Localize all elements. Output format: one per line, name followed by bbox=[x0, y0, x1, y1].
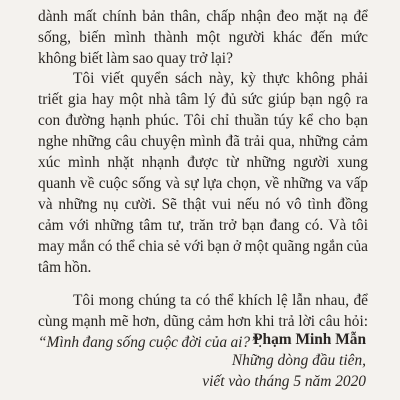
signature-line-2: viết vào tháng 5 năm 2020 bbox=[202, 373, 366, 390]
author-name: Phạm Minh Mẫn bbox=[253, 331, 366, 348]
paragraph-3-quote: “Mình đang sống cuộc đời của ai?”. bbox=[38, 334, 263, 352]
paragraph-2: Tôi viết quyển sách này, kỳ thực không phải triết gia hay một nhà tâm lý đủ sức giúp bạn ngộ ra con đường hạnh phúc. Tôi chỉ thuần túy kể cho bạn nghe những câu chuyện mình đã trải qua, những cảm xúc mình nhặt nhạnh được từ những người xung quanh về cuộc sống và sự lựa chọn, về những va vấp và những nụ cười. Sẽ thật vui nếu nó vô tình đồng cảm với những tâm tư, trăn trở bạn đang có. Và tôi may mắn có thể chia sẻ với bạn ở một quãng ngắn của tâm hồn. bbox=[38, 70, 368, 277]
paragraph-3-text: Tôi mong chúng ta có thể khích lệ lẫn nhau, để cùng mạnh mẽ hơn, dũng cảm hơn khi trả lời câu hỏi: bbox=[38, 292, 368, 331]
paragraph-1: dành mất chính bản thân, chấp nhận đeo mặt nạ để sống, biến mình thành một người khác đến mức không biết làm sao quay trở lại? bbox=[38, 8, 368, 68]
signature-line-1: Những dòng đầu tiên, bbox=[231, 352, 366, 369]
